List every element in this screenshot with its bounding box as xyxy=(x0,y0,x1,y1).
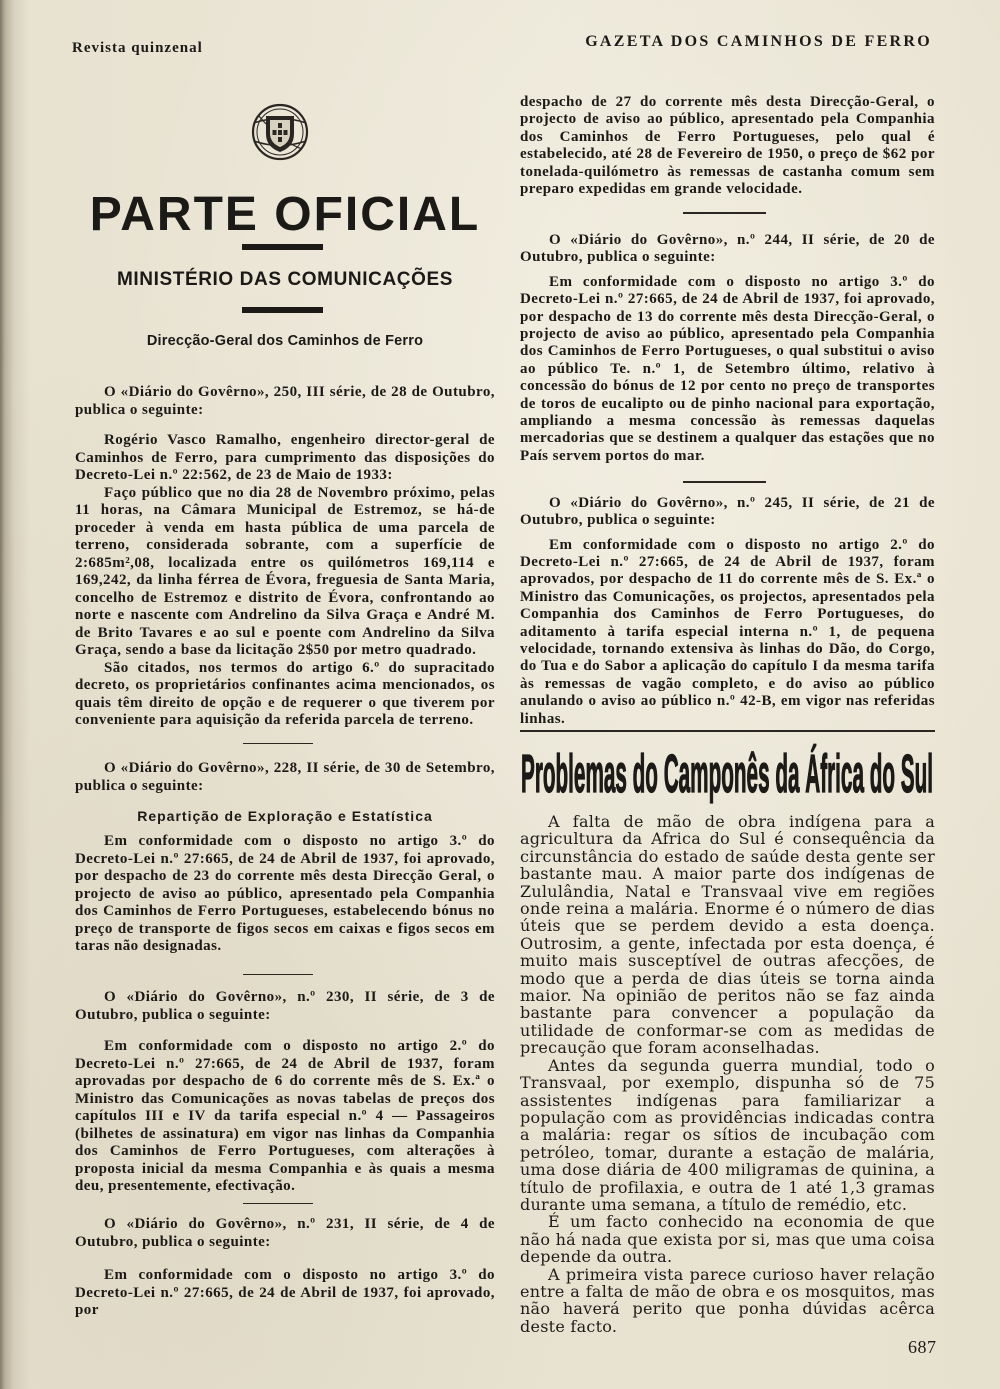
publication-frequency: Revista quinzenal xyxy=(72,40,203,56)
notice-paragraph: Em conformidade com o disposto no artigo 2.º do Decreto-Lei n.º 27:665, de 24 de Abril de 1937, foram aprovadas por despacho de 6 do corrente mês de S. Ex.ª o Ministro das Comunicações as novas tabelas de preços dos capítulos III e IV da tarifa especial n.º 4 — Passageiros (bilhetes de assinatura) em vigor nas linhas da Companhia dos Caminhos de Ferro Portugueses, com alterações à proposta inicial da mesma Companhia e às quais a mesma deu, presentemente, efectivação. xyxy=(75,1038,495,1194)
publication-title: GAZETA DOS CAMINHOS DE FERRO xyxy=(585,33,932,50)
article-title-text: Problemas do Camponês da África do Sul xyxy=(521,744,933,804)
notice-separator xyxy=(683,481,766,483)
notice-separator xyxy=(243,1203,313,1205)
coat-of-arms-icon xyxy=(249,101,311,161)
article-paragraph: Antes da segunda guerra mundial, todo o Transvaal, por exemplo, dispunha só de 75 assistentes indígenas para familiarizar a população com as providências indicadas contra a malária: regar os sítios de incubação com petróleo, tomar, durante a estação de malária, uma dose diária de 400 miligramas de quinina, a título de profilaxia, e outra de 1 até 1,3 gramas durante uma semana, a título de remédio, etc. xyxy=(520,1055,935,1214)
article-paragraph: A falta de mão de obra indígena para a agricultura da Africa do Sul é consequência da circunstância do estado de saúde desta gente ser bastante mau. A maior parte dos indígenas de Zululândia, Natal e Transvaal vive em regiões onde reina a malária. Enorme é o número de dias úteis que se perdem devido a esta doença. Outrosim, a gente, infectada por esta doença, é muito mais susceptível de outras afecções, de modo que a perda de dias úteis se torna ainda maior. Na opinião de peritos não se faz ainda bastante para convencer a população da utilidade de conformar-se com as medidas de precaução que foram aconselhadas. xyxy=(520,812,935,1058)
notice-intro: O «Diário do Govêrno», n.º 230, II série, de 3 de Outubro, publica o seguinte: xyxy=(75,989,495,1023)
department-heading: Direcção-Geral dos Caminhos de Ferro xyxy=(146,333,424,349)
article-paragraph: A primeira vista parece curioso haver relação entre a falta de mão de obra e os mosquitos, mas não haverá perito que ponha dúvidas acêrca deste facto. xyxy=(520,1264,935,1336)
ministry-heading: MINISTÉRIO DAS COMUNICAÇÕES xyxy=(116,269,454,290)
section-divider xyxy=(520,730,935,732)
notice-paragraph-continued: despacho de 27 do corrente mês desta Direcção-Geral, o projecto de aviso ao público, apresentado pela Companhia dos Caminhos de Ferro Portugueses, pelo qual é estabelecido, até 28 de Fevereiro de 1950, o preço de $62 por tonelada-quilómetro às remessas de castanha comum sem preparo expedidas em grande velocidade. xyxy=(520,94,935,198)
article-body xyxy=(520,813,935,1335)
title-divider-bar xyxy=(242,244,323,250)
notice-separator xyxy=(683,212,766,214)
notice-intro: O «Diário do Govêrno», n.º 244, II série, de 20 de Outubro, publica o seguinte: xyxy=(520,231,935,266)
notice-intro: O «Diário do Govêrno», n.º 231, II série, de 4 de Outubro, publica o seguinte: xyxy=(75,1216,495,1250)
ministry-divider-bar xyxy=(242,307,323,313)
article-paragraph: É um facto conhecido na economia de que não há nada que exista por si, mas que uma coisa depende da outra. xyxy=(520,1212,935,1267)
left-column xyxy=(75,384,495,1320)
notice-paragraph: Em conformidade com o disposto no artigo 3.º do Decreto-Lei n.º 27:665, de 24 de Abril de 1937, foi aprovado, por despacho de 13 do corrente mês desta Direcção-Geral, o projecto de aviso ao público, apresentado pela Companhia dos Caminhos de Ferro Portugueses, o qual substitui o aviso ao público Te. n.º 1, de Setembro último, relativo à concessão do bónus de 12 por cento no preço de transportes de toros de eucalipto ou de pinho nacional para exportação, ampliando a mesma concessão às remessas daquelas mercadorias que se destinem a qualquer das estações que no País servem portos do mar. xyxy=(520,273,935,464)
notice-separator xyxy=(243,743,313,745)
notice-separator xyxy=(243,974,313,976)
right-column xyxy=(520,94,935,1335)
article-title xyxy=(520,742,935,804)
notice-intro: O «Diário do Govêrno», 228, II série, de 30 de Setembro, publica o seguinte: xyxy=(75,760,495,794)
notice-paragraph: Em conformidade com o disposto no artigo 3.º do Decreto-Lei n.º 27:665, de 24 de Abril de 1937, foi aprovado, por xyxy=(75,1267,495,1318)
page-number: 687 xyxy=(908,1337,937,1357)
department-subheading: Repartição de Exploração e Estatística xyxy=(137,808,433,824)
notice-intro: O «Diário do Govêrno», 250, III série, de 28 de Outubro, publica o seguinte: xyxy=(75,384,495,418)
notice-paragraph: Faço público que no dia 28 de Novembro próximo, pelas 11 horas, na Câmara Municipal de Estremoz, se há-de proceder à venda em hasta pública de uma parcela de terreno, considerada sobrante, com a superfície de 2:685m²,08, localizada entre os quilómetros 169,114 e 169,242, da linha férrea de Évora, freguesia de Santa Maria, concelho de Estremoz e distrito de Évora, confrontando ao norte e nascente com Andrelino da Silva Graça e André M. de Brito Tavares e ao sul e poente com Andrelino da Silva Graça, sendo a base da licitação 2$50 por metro quadrado. xyxy=(75,484,495,658)
notice-paragraph: São citados, nos termos do artigo 6.º do supracitado decreto, os proprietários confinantes acima mencionados, os quais têm direito de opção e de requerer o que tiverem por conveniente para aquisição da referida parcela de terreno. xyxy=(75,659,495,728)
notice-paragraph: Em conformidade com o disposto no artigo 3.º do Decreto-Lei n.º 27:665, de 24 de Abril de 1937, foi aprovado, por despacho de 23 do corrente mês desta Direcção Geral, o projecto de aviso ao público, apresentado pela Companhia dos Caminhos de Ferro Portugueses, estabelecendo bónus no preço de transporte de figos secos em caixas e figos secos em taras não designadas. xyxy=(75,833,495,954)
notice-intro: O «Diário do Govêrno», n.º 245, II série, de 21 de Outubro, publica o seguinte: xyxy=(520,494,935,529)
section-title: PARTE OFICIAL xyxy=(89,188,481,241)
notice-paragraph: Rogério Vasco Ramalho, engenheiro director-geral de Caminhos de Ferro, para cumprimento das disposições do Decreto-Lei n.º 22:562, de 23 de Maio de 1933: xyxy=(75,432,495,483)
notice-paragraph: Em conformidade com o disposto no artigo 2.º do Decreto-Lei n.º 27:665, de 24 de Abril de 1937, foram aprovados, por despacho de 11 do corrente mês de S. Ex.ª o Ministro das Comunicações, os projectos, apresentados pela Companhia dos Caminhos de Ferro Portugueses, do aditamento à tarifa especial interna n.º 1, de pequena velocidade, tornando extensiva às linhas do Dão, do Corgo, do Tua e do Sabor a aplicação do capítulo I da mesma tarifa às remessas de vagão completo, e do aviso ao público anulando o aviso ao público n.º 42-B, em vigor nas referidas linhas. xyxy=(520,536,935,727)
